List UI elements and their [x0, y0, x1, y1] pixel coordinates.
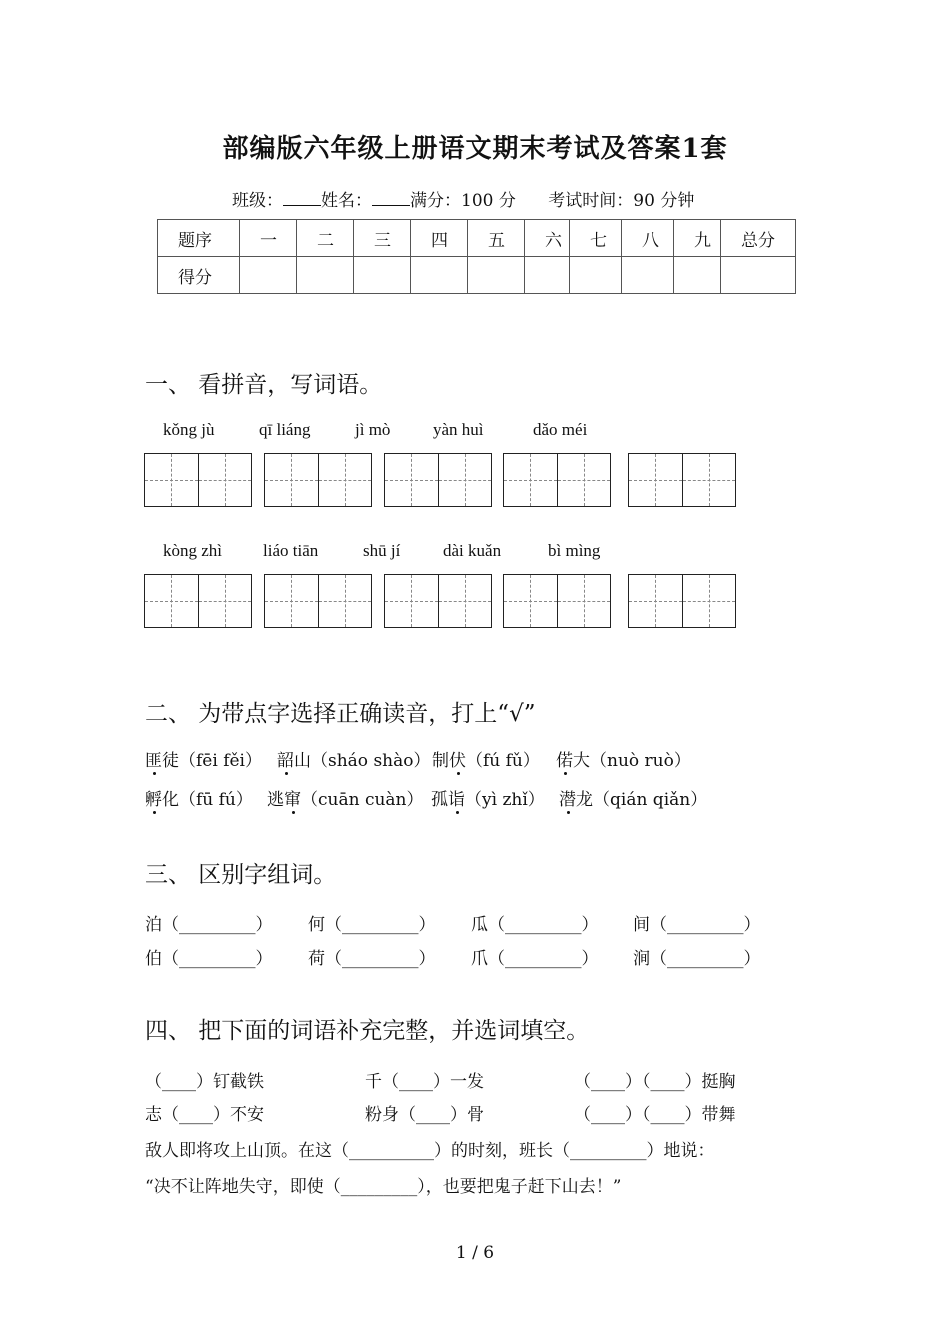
- writing-grid[interactable]: [628, 453, 736, 507]
- page-number: 1 / 6: [455, 1243, 495, 1263]
- header-cell: 二: [297, 220, 354, 257]
- reading-item[interactable]: 孤诣（yì zhǐ）: [431, 785, 545, 810]
- reading-item[interactable]: 孵化（fū fú）: [145, 785, 253, 810]
- idiom-blank[interactable]: （____）（____）带舞: [574, 1105, 736, 1125]
- exam-info: [232, 186, 694, 211]
- section1-heading: 一、 看拼音，写词语。: [145, 372, 383, 398]
- writing-grid[interactable]: [144, 453, 252, 507]
- header-cell: 九: [674, 220, 721, 257]
- pinyin-label: bì mìng: [548, 541, 601, 560]
- header-cell: 七: [570, 220, 622, 257]
- row-label: 得分: [158, 257, 240, 294]
- score-cell[interactable]: [674, 257, 721, 294]
- pinyin-label: dài kuǎn: [443, 541, 502, 560]
- class-label: 班级：: [232, 191, 283, 211]
- full-score: 满分：100 分: [410, 191, 516, 211]
- score-cell[interactable]: [354, 257, 411, 294]
- score-cell[interactable]: [411, 257, 468, 294]
- pinyin-label: kòng zhì: [163, 541, 223, 560]
- word-blank[interactable]: 泊（_________）: [145, 915, 273, 935]
- header-cell: 题序: [158, 220, 240, 257]
- word-blank[interactable]: 爪（_________）: [471, 949, 599, 969]
- score-table-row: [158, 257, 796, 294]
- idiom-blank[interactable]: 千（____）一发: [365, 1072, 484, 1092]
- reading-item[interactable]: 偌大（nuò ruò）: [556, 746, 691, 771]
- pinyin-label: qī liáng: [259, 420, 311, 439]
- fill-sentence[interactable]: 敌人即将攻上山顶。在这（__________）的时刻，班长（_________）地说：: [145, 1141, 715, 1161]
- score-table-header: [158, 220, 796, 257]
- reading-item[interactable]: 制伏（fú fǔ）: [432, 746, 540, 771]
- writing-grid[interactable]: [144, 574, 252, 628]
- writing-grid[interactable]: [384, 453, 492, 507]
- header-cell: 三: [354, 220, 411, 257]
- reading-item[interactable]: 逃窜（cuān cuàn）: [267, 785, 424, 810]
- pinyin-label: kǒng jù: [163, 420, 215, 439]
- pinyin-label: jì mò: [355, 420, 391, 439]
- header-cell: 总分: [721, 220, 796, 257]
- idiom-blank[interactable]: 粉身（____）骨: [365, 1105, 484, 1125]
- writing-grid[interactable]: [384, 574, 492, 628]
- score-table: [157, 219, 796, 294]
- word-blank[interactable]: 荷（_________）: [308, 949, 436, 969]
- reading-item[interactable]: 潜龙（qián qiǎn）: [559, 785, 707, 810]
- score-cell[interactable]: [240, 257, 297, 294]
- writing-grid[interactable]: [503, 453, 611, 507]
- word-blank[interactable]: 何（_________）: [308, 915, 436, 935]
- pinyin-label: shū jí: [363, 541, 401, 560]
- score-cell[interactable]: [622, 257, 674, 294]
- score-cell[interactable]: [525, 257, 570, 294]
- name-blank[interactable]: [372, 191, 410, 206]
- pinyin-label: dǎo méi: [533, 420, 588, 439]
- score-cell[interactable]: [297, 257, 354, 294]
- score-cell[interactable]: [570, 257, 622, 294]
- score-cell[interactable]: [721, 257, 796, 294]
- pinyin-label: yàn huì: [433, 420, 484, 439]
- name-label: 姓名：: [321, 191, 372, 211]
- exam-time: 考试时间：90 分钟: [548, 191, 695, 211]
- word-blank[interactable]: 伯（_________）: [145, 949, 273, 969]
- idiom-blank[interactable]: （____）钉截铁: [145, 1072, 264, 1092]
- header-cell: 五: [468, 220, 525, 257]
- header-cell: 一: [240, 220, 297, 257]
- word-blank[interactable]: 间（_________）: [633, 915, 761, 935]
- header-cell: 四: [411, 220, 468, 257]
- idiom-blank[interactable]: （____）（____）挺胸: [574, 1072, 736, 1092]
- page-title: 部编版六年级上册语文期末考试及答案1套: [222, 134, 728, 164]
- section2-heading: 二、 为带点字选择正确读音，打上“√”: [145, 701, 536, 727]
- writing-grid[interactable]: [264, 574, 372, 628]
- header-cell: 六: [525, 220, 570, 257]
- reading-item[interactable]: 韶山（sháo shào）: [277, 746, 431, 771]
- word-blank[interactable]: 瓜（_________）: [471, 915, 599, 935]
- idiom-blank[interactable]: 志（____）不安: [145, 1105, 264, 1125]
- writing-grid[interactable]: [628, 574, 736, 628]
- section4-heading: 四、 把下面的词语补充完整，并选词填空。: [145, 1018, 590, 1044]
- writing-grid[interactable]: [503, 574, 611, 628]
- header-cell: 八: [622, 220, 674, 257]
- section3-heading: 三、 区别字组词。: [145, 862, 337, 888]
- writing-grid[interactable]: [264, 453, 372, 507]
- word-blank[interactable]: 涧（_________）: [633, 949, 761, 969]
- reading-item[interactable]: 匪徒（fēi fěi）: [145, 746, 262, 771]
- fill-sentence[interactable]: “决不让阵地失守，即使（_________），也要把鬼子赶下山去！”: [145, 1177, 622, 1197]
- score-cell[interactable]: [468, 257, 525, 294]
- class-blank[interactable]: [283, 191, 321, 206]
- pinyin-label: liáo tiān: [263, 541, 319, 560]
